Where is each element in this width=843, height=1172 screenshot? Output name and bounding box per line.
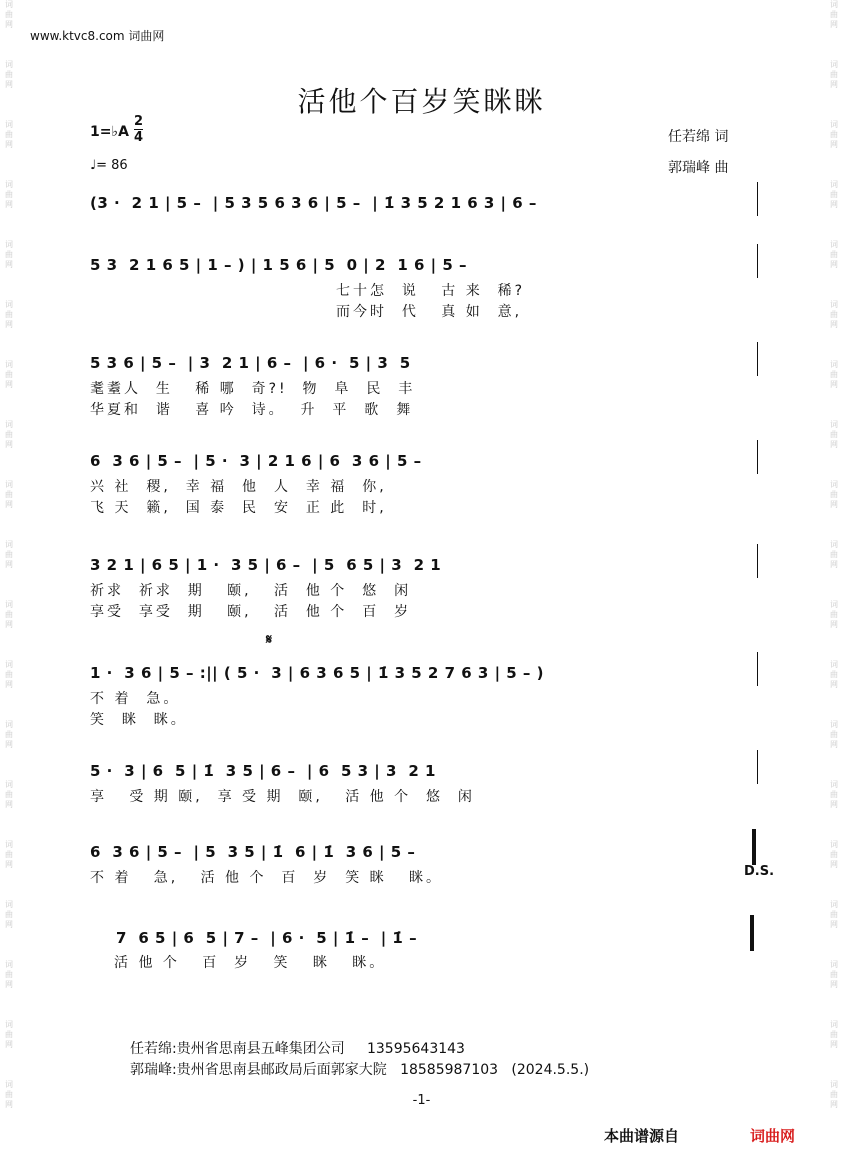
footer-contact-composer: 郭瑞峰:贵州省思南县邮政局后面郭家大院 18585987103 (2024.5.5.): [130, 1062, 590, 1078]
watermark-text: 词曲网: [5, 720, 13, 749]
watermark-text: 词曲网: [830, 300, 838, 329]
notes: 5 · 3 | 6 5 | 1̇ 3 5 | 6 – | 6 5 3 | 3 2 1: [90, 762, 436, 780]
barline: [757, 544, 758, 578]
watermark-text: 词曲网: [830, 0, 838, 29]
site-url[interactable]: www.ktvc8.com 词曲网: [30, 29, 165, 43]
watermark-text: 词曲网: [830, 120, 838, 149]
barline: [757, 244, 758, 278]
source-label: 本曲谱源自: [604, 1127, 680, 1145]
barline: [757, 342, 758, 376]
watermark-text: 词曲网: [830, 660, 838, 689]
composer-credit: 郭瑞峰 曲: [668, 160, 729, 176]
watermark-text: 词曲网: [830, 60, 838, 89]
meter-top: 2: [134, 114, 144, 129]
score-row-3: [82, 350, 762, 378]
lyric-line: 不 着 急, 活 他 个 百 岁 笑 眯 眯。: [90, 870, 444, 886]
notes: 6 3 6 | 5 – | 5 3 5 | 1̇ 6 | 1̇ 3 6 | 5 –: [90, 843, 416, 861]
notes: 5 3 2 1 6 5 | 1 – ) | 1 5 6 | 5 0 | 2 1 6 | 5 –: [90, 256, 468, 274]
watermark-text: 词曲网: [5, 480, 13, 509]
watermark-text: 词曲网: [5, 120, 13, 149]
notes: 5 3 6 | 5 – | 3 2 1 | 6 – | 6 · 5 | 3 5: [90, 354, 411, 372]
watermark-text: 词曲网: [830, 600, 838, 629]
lyric-line: 耄耋人 生 稀 哪 奇?! 物 阜 民 丰: [90, 381, 416, 397]
watermark-text: 词曲网: [5, 360, 13, 389]
source-site-link[interactable]: 词曲网: [750, 1127, 796, 1145]
watermark-text: 词曲网: [830, 360, 838, 389]
barline: [757, 750, 758, 784]
lyric-line: 七十怎 说 古 来 稀?: [336, 283, 526, 299]
lyric-line: 享 受 期 颐, 享 受 期 颐, 活 他 个 悠 闲: [90, 789, 475, 805]
watermark-text: 词曲网: [5, 840, 13, 869]
watermark-text: 词曲网: [5, 540, 13, 569]
lyric-line: 而今时 代 真 如 意,: [336, 304, 523, 320]
footer-contact-lyricist: 任若绵:贵州省思南县五峰集团公司 13595643143: [130, 1041, 465, 1057]
lyric-line: 祈求 祈求 期 颐, 活 他 个 悠 闲: [90, 583, 412, 599]
score-row-5: [82, 552, 762, 580]
watermark-text: 词曲网: [5, 900, 13, 929]
lyric-line: 笑 眯 眯。: [90, 712, 188, 728]
watermark-text: 词曲网: [5, 960, 13, 989]
watermark-text: 词曲网: [5, 60, 13, 89]
lyric-line: 飞 天 籁, 国 泰 民 安 正 此 时,: [90, 500, 387, 516]
left-watermark-strip: [2, 0, 16, 1172]
watermark-text: 词曲网: [830, 180, 838, 209]
lyricist-credit: 任若绵 词: [668, 129, 729, 145]
watermark-text: 词曲网: [830, 900, 838, 929]
watermark-text: 词曲网: [5, 180, 13, 209]
time-signature: [134, 114, 143, 145]
watermark-text: 词曲网: [5, 240, 13, 269]
watermark-text: 词曲网: [830, 480, 838, 509]
meter-bottom: 4: [134, 130, 144, 145]
key-signature: 1=♭A: [90, 124, 129, 140]
watermark-text: 词曲网: [830, 720, 838, 749]
lyric-line: 活 他 个 百 岁 笑 眯 眯。: [114, 955, 387, 971]
score-row-2: [82, 252, 762, 280]
tempo-marking: ♩= 86: [90, 158, 128, 173]
notes: 7 6 5 | 6 5 | 7 – | 6 · 5 | 1̇ – | 1̇ –: [116, 929, 418, 947]
watermark-text: 词曲网: [5, 0, 13, 29]
lyric-line: 享受 享受 期 颐, 活 他 个 百 岁: [90, 604, 412, 620]
watermark-text: 词曲网: [5, 300, 13, 329]
watermark-text: 词曲网: [5, 1080, 13, 1109]
lyric-line: 兴 社 稷, 幸 福 他 人 幸 福 你,: [90, 479, 387, 495]
end-barline: [752, 829, 756, 865]
page-number: -1-: [412, 1093, 431, 1108]
right-watermark-strip: [827, 0, 841, 1172]
lyric-line: 华夏和 谐 喜 吟 诗。 升 平 歌 舞: [90, 402, 414, 418]
barline: [757, 440, 758, 474]
watermark-text: 词曲网: [830, 960, 838, 989]
score-row-9: [108, 925, 768, 953]
score-row-1: [82, 190, 762, 218]
score-row-4: [82, 448, 762, 476]
watermark-text: 词曲网: [830, 1080, 838, 1109]
watermark-text: 词曲网: [830, 240, 838, 269]
score-row-8: [82, 839, 762, 867]
notes: 6 3 6 | 5 – | 5 · 3 | 2 1 6 | 6 3 6 | 5 –: [90, 452, 422, 470]
watermark-text: 词曲网: [5, 420, 13, 449]
watermark-text: 词曲网: [5, 660, 13, 689]
watermark-text: 词曲网: [830, 840, 838, 869]
notes: 1 · 3 6 | 5 – :|| ( 5 · 3 | 6 3 6 5 | 1̇ 3 5 2 7 6 3 | 5 – ): [90, 664, 545, 682]
lyric-line: 不 着 急。: [90, 691, 181, 707]
barline: [757, 652, 758, 686]
dal-segno-marking: D.S.: [744, 864, 775, 879]
watermark-text: 词曲网: [830, 540, 838, 569]
barline: [757, 182, 758, 216]
score-row-6: [82, 660, 762, 688]
segno-sign: 𝄋: [266, 632, 273, 648]
watermark-text: 词曲网: [830, 1020, 838, 1049]
notes: (3 · 2 1 | 5 – | 5 3 5 6 3 6 | 5 – | 1̇ 3 5 2 1 6 3 | 6 –: [90, 194, 537, 212]
score-row-7: [82, 758, 762, 786]
watermark-text: 词曲网: [830, 780, 838, 809]
notes: 3 2 1 | 6 5 | 1 · 3 5 | 6 – | 5 6 5 | 3 2 1: [90, 556, 442, 574]
watermark-text: 词曲网: [5, 1020, 13, 1049]
song-title: 活他个百岁笑眯眯: [297, 85, 546, 118]
end-barline: [750, 915, 754, 951]
watermark-text: 词曲网: [5, 600, 13, 629]
watermark-text: 词曲网: [5, 780, 13, 809]
watermark-text: 词曲网: [830, 420, 838, 449]
